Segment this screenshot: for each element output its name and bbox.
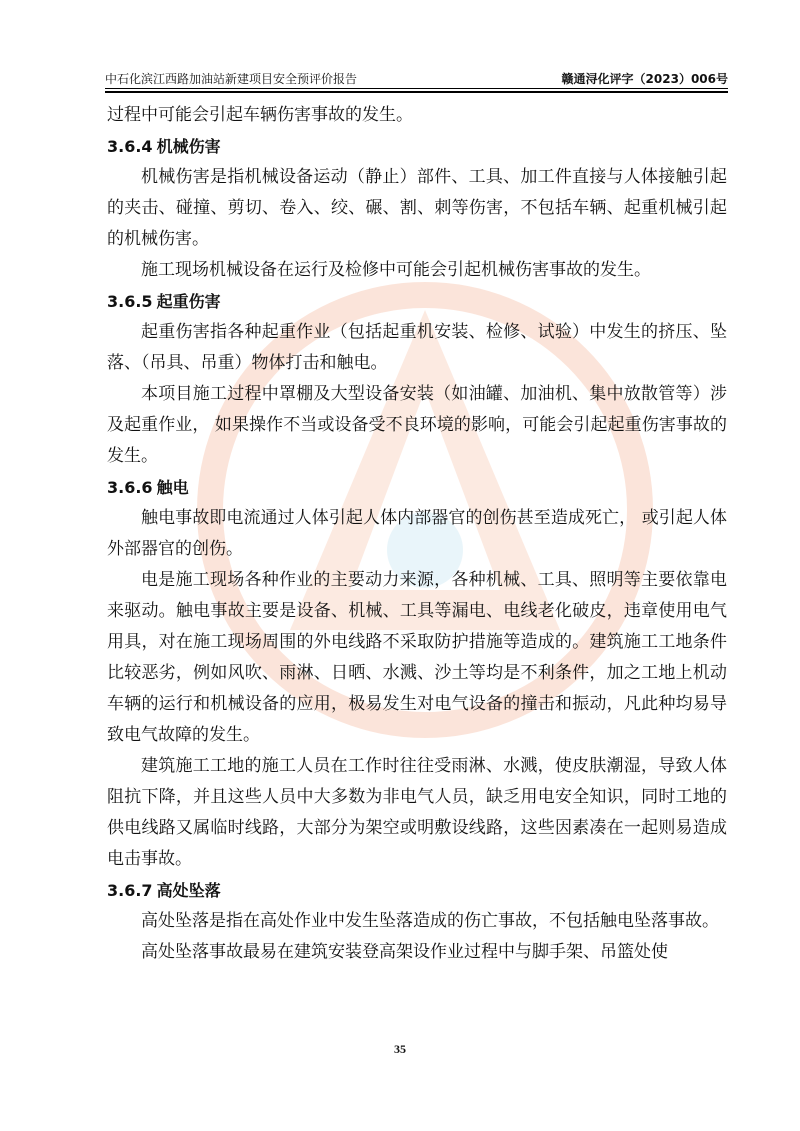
section-number: 3.6.4 — [107, 137, 153, 156]
body-paragraph: 高处坠落事故最易在建筑安装登高架设作业过程中与脚手架、吊篮处使 — [141, 942, 668, 962]
section-title: 起重伤害 — [156, 292, 221, 311]
header-rule — [105, 88, 728, 89]
section-heading — [107, 472, 727, 503]
section-title: 机械伤害 — [156, 137, 221, 156]
body-paragraph: 建筑施工工地的施工人员在工作时往往受雨淋、水溅，使皮肤潮湿，导致人体阻抗下降，并且这些人员中大多数为非电气人员，缺乏用电安全知识，同时工地的供电线路又属临时线路，大部分为架空或明敷设线路，这些因素凑在一起则易造成电击事故。 — [107, 756, 727, 869]
section-number: 3.6.6 — [107, 478, 153, 497]
document-body — [107, 100, 727, 968]
report-number: 赣通浔化评字（2023）006号 — [561, 72, 728, 86]
section-heading — [107, 875, 727, 906]
body-paragraph: 过程中可能会引起车辆伤害事故的发生。 — [107, 105, 413, 125]
body-paragraph: 起重伤害指各种起重作业（包括起重机安装、检修、试验）中发生的挤压、坠落、（吊具、吊重）物体打击和触电。 — [107, 322, 727, 373]
section-title: 高处坠落 — [156, 881, 221, 900]
body-paragraph: 触电事故即电流通过人体引起人体内部器官的创伤甚至造成死亡， 或引起人体外部器官的创伤。 — [107, 508, 727, 559]
section-number: 3.6.7 — [107, 881, 153, 900]
report-title: 中石化滨江西路加油站新建项目安全预评价报告 — [105, 72, 358, 86]
section-title: 触电 — [156, 478, 189, 497]
body-paragraph: 电是施工现场各种作业的主要动力来源，各种机械、工具、照明等主要依靠电来驱动。触电事故主要是设备、机械、工具等漏电、电线老化破皮，违章使用电气用具，对在施工现场周围的外电线路不采取防护措施等造成的。建筑施工工地条件比较恶劣，例如风吹、雨淋、日晒、水溅、沙土等均是不利条件，加之工地上机动车辆的运行和机械设备的应用，极易发生对电气设备的撞击和振动，凡此种均易导致电气故障的发生。 — [107, 570, 727, 745]
body-paragraph: 施工现场机械设备在运行及检修中可能会引起机械伤害事故的发生。 — [141, 260, 651, 280]
section-heading — [107, 131, 727, 162]
section-number: 3.6.5 — [107, 292, 153, 311]
page-header — [105, 70, 728, 88]
header-rule-thick — [105, 91, 728, 93]
section-heading — [107, 286, 727, 317]
page-number: 35 — [394, 1042, 406, 1056]
body-paragraph: 本项目施工过程中罩棚及大型设备安装（如油罐、加油机、集中放散管等）涉及起重作业， 如果操作不当或设备受不良环境的影响，可能会引起起重伤害事故的发生。 — [107, 384, 727, 466]
body-paragraph: 高处坠落是指在高处作业中发生坠落造成的伤亡事故，不包括触电坠落事故。 — [141, 911, 719, 931]
body-paragraph: 机械伤害是指机械设备运动（静止）部件、工具、加工件直接与人体接触引起的夹击、碰撞、剪切、卷入、绞、碾、割、刺等伤害，不包括车辆、起重机械引起的机械伤害。 — [107, 167, 727, 249]
